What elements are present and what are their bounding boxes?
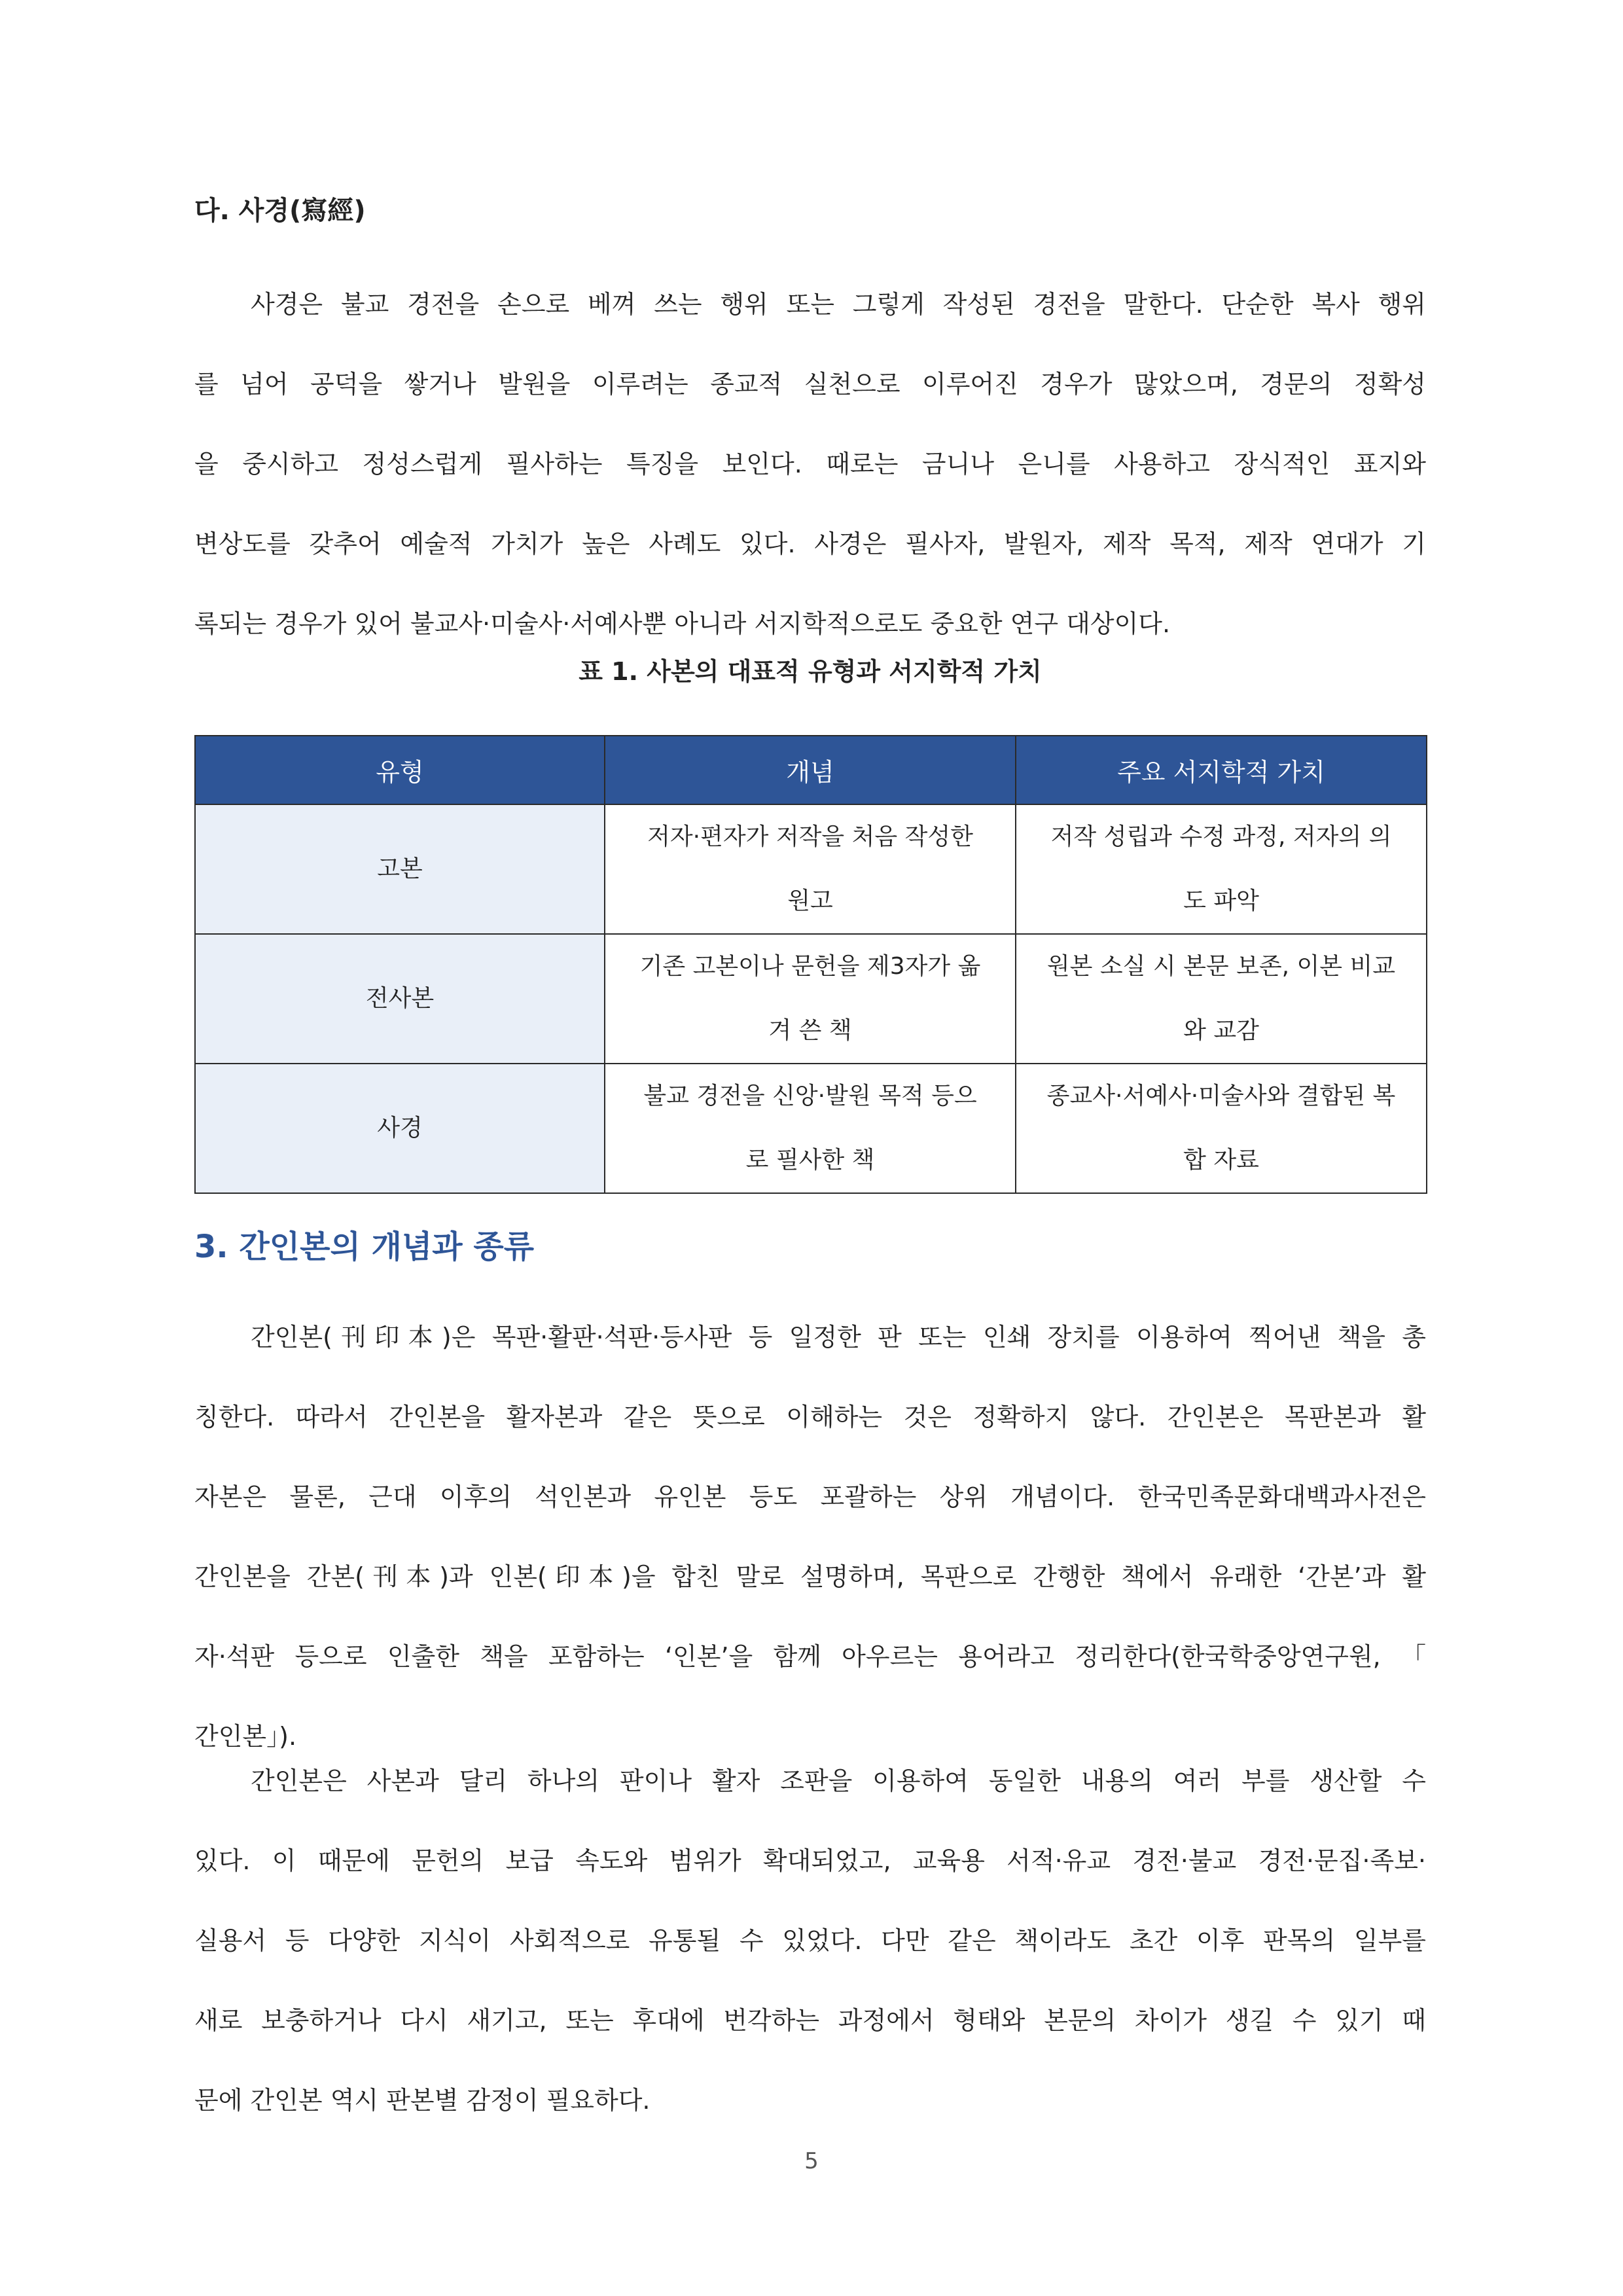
cell-text: 기존 고본이나 문헌을 제3자가 옮 (639, 953, 981, 980)
column-header-value: 주요 서지학적 가치 (1016, 736, 1427, 804)
manuscript-types-table (194, 735, 1427, 1194)
paragraph-line: 자·석판 등으로 인출한 책을 포함하는 ‘인본’을 함께 아우르는 용어라고 정리한다(한국학중앙연구원, 「 (194, 1642, 1426, 1671)
column-header-type: 유형 (195, 736, 605, 804)
type-cell (195, 804, 605, 934)
value-cell (1016, 934, 1427, 1064)
paragraph-line: 간인본은 사본과 달리 하나의 판이나 활자 조판을 이용하여 동일한 내용의 여러 부를 생산할 수 (251, 1767, 1426, 1795)
cell-text: 원고 (787, 888, 833, 914)
cell-text: 저자·편자가 저작을 처음 작성한 (647, 823, 973, 850)
type-cell (195, 934, 605, 1064)
concept-cell (605, 804, 1016, 934)
column-header-concept: 개념 (605, 736, 1016, 804)
cell-text: 원본 소실 시 본문 보존, 이본 비교 (1046, 953, 1396, 980)
paragraph-ganinbon-significance (194, 1741, 1426, 2140)
cell-text: 겨 쓴 책 (768, 1017, 852, 1044)
concept-cell (605, 1064, 1016, 1193)
paragraph-ganinbon-definition (194, 1297, 1426, 1776)
paragraph-line: 간인본을 간본(刊本)과 인본(印本)을 합친 말로 설명하며, 목판으로 간행한 책에서 유래한 ‘간본’과 활 (194, 1562, 1426, 1591)
value-cell (1016, 1064, 1427, 1193)
cell-text: 도 파악 (1183, 888, 1259, 914)
paragraph-line: 새로 보충하거나 다시 새기고, 또는 후대에 번각하는 과정에서 형태와 본문의 차이가 생길 수 있기 때 (194, 2006, 1426, 2035)
cell-text: 종교사·서예사·미술사와 결합된 복 (1046, 1083, 1396, 1109)
cell-text: 와 교감 (1183, 1017, 1259, 1044)
table-row (195, 934, 1427, 1064)
table-caption: 표 1. 사본의 대표적 유형과 서지학적 가치 (579, 657, 1042, 686)
section-heading: 3. 간인본의 개념과 종류 (194, 1229, 535, 1265)
paragraph-line: 있다. 이 때문에 문헌의 보급 속도와 범위가 확대되었고, 교육용 서적·유교 경전·불교 경전·문집·족보· (194, 1846, 1426, 1875)
subsection-heading: 다. 사경(寫經) (194, 196, 366, 226)
paragraph-line: 문에 간인본 역시 판본별 감정이 필요하다. (194, 2086, 651, 2115)
cell-text: 고본 (377, 855, 423, 882)
paragraph-line: 간인본(刊印本)은 목판·활판·석판·등사판 등 일정한 판 또는 인쇄 장치를 이용하여 찍어낸 책을 총 (251, 1323, 1426, 1352)
table-row (195, 1064, 1427, 1193)
concept-cell (605, 934, 1016, 1064)
cell-text: 로 필사한 책 (745, 1147, 875, 1174)
paragraph-line: 실용서 등 다양한 지식이 사회적으로 유통될 수 있었다. 다만 같은 책이라도 초간 이후 판목의 일부를 (194, 1926, 1426, 1955)
cell-text: 사경 (377, 1115, 423, 1141)
paragraph-line: 간인본」). (194, 1722, 297, 1751)
page-number: 5 (804, 2148, 819, 2174)
value-cell (1016, 804, 1427, 934)
type-cell (195, 1064, 605, 1193)
paragraph-line: 변상도를 갖추어 예술적 가치가 높은 사례도 있다. 사경은 필사자, 발원자, 제작 목적, 제작 연대가 기 (194, 529, 1426, 558)
table-row (195, 804, 1427, 934)
cell-text: 전사본 (365, 985, 435, 1012)
paragraph-line: 칭한다. 따라서 간인본을 활자본과 같은 뜻으로 이해하는 것은 정확하지 않다. 간인본은 목판본과 활 (194, 1403, 1426, 1431)
paragraph-line: 사경은 불교 경전을 손으로 베껴 쓰는 행위 또는 그렇게 작성된 경전을 말한다. 단순한 복사 행위 (251, 290, 1426, 319)
cell-text: 합 자료 (1183, 1147, 1259, 1174)
paragraph-line: 를 넘어 공덕을 쌓거나 발원을 이루려는 종교적 실천으로 이루어진 경우가 많았으며, 경문의 정확성 (194, 370, 1426, 399)
paragraph-line: 록되는 경우가 있어 불교사·미술사·서예사뿐 아니라 서지학적으로도 중요한 연구 대상이다. (194, 609, 1171, 638)
paragraph-line: 자본은 물론, 근대 이후의 석인본과 유인본 등도 포괄하는 상위 개념이다. 한국민족문화대백과사전은 (194, 1482, 1426, 1511)
cell-text: 불교 경전을 신앙·발원 목적 등으 (643, 1083, 977, 1109)
table-header-row (195, 736, 1427, 804)
paragraph-sagyeong (194, 264, 1426, 664)
paragraph-line: 을 중시하고 정성스럽게 필사하는 특징을 보인다. 때로는 금니나 은니를 사용하고 장식적인 표지와 (194, 450, 1426, 478)
cell-text: 저작 성립과 수정 과정, 저자의 의 (1050, 823, 1392, 850)
